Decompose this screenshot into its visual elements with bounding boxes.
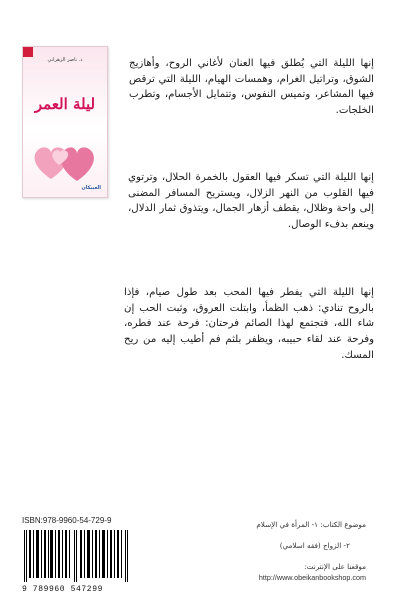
- isbn-label: ISBN:978-9960-54-729-9: [22, 516, 112, 525]
- paragraph-2: إنها الليلة التي تسكر فيها العقول بالخمرة الحلال، وترتوي فيها القلوب من النهر الزلال، ويستريح المسافر المضنى إلى واحة وظلال، يقطف أزهار الجمال، ويتذوق ثمار الدلال، وينعم بدفء الوصال.: [128, 172, 374, 230]
- barcode-digits: 9 789960 547299: [22, 585, 104, 594]
- cover-title: ليلة العمر: [34, 95, 96, 113]
- cover-ribbon: [23, 47, 33, 57]
- subject-line: موضوع الكتاب: ١- المرأة في الإسلام: [256, 520, 366, 529]
- paragraph-1: إنها الليلة التي يُطلق فيها العنان لأغاني الروح، وأهازيج الشوق، وتراتيل الغرام، وهمسات الهيام، الليلة التي ترقص فيها المشاعر، وتميس النفوس، وتتمايل الأجسام، وتطرب الخلجات.: [129, 58, 374, 116]
- paragraph-3: إنها الليلة التي يفطر فيها المحب بعد طول صيام، فإذا بالروح تنادي: ذهب الظمأ، وابتلت العروق، وثبت الحب إن شاء الله، فتجتمع لهذا الصائم فرحتان: فرحة عند فطره، وفرحة عند لقاء حبيبه، ويظفر بلثم فم أطيب إليه من ريح المسك.: [124, 287, 374, 361]
- hearts-illustration: [29, 135, 101, 185]
- cover-publisher: العبيكان: [81, 184, 101, 191]
- website-url[interactable]: http://www.obeikanbookshop.com: [258, 573, 366, 582]
- book-cover-thumbnail: [22, 46, 108, 198]
- website-label: موقعنا على الإنترنت:: [304, 562, 366, 571]
- barcode-image: [22, 530, 136, 586]
- subject-line-2: ٢- الزواج (فقه اسلامي): [279, 541, 350, 550]
- cover-author: د. ناصر الزهراني: [47, 57, 83, 63]
